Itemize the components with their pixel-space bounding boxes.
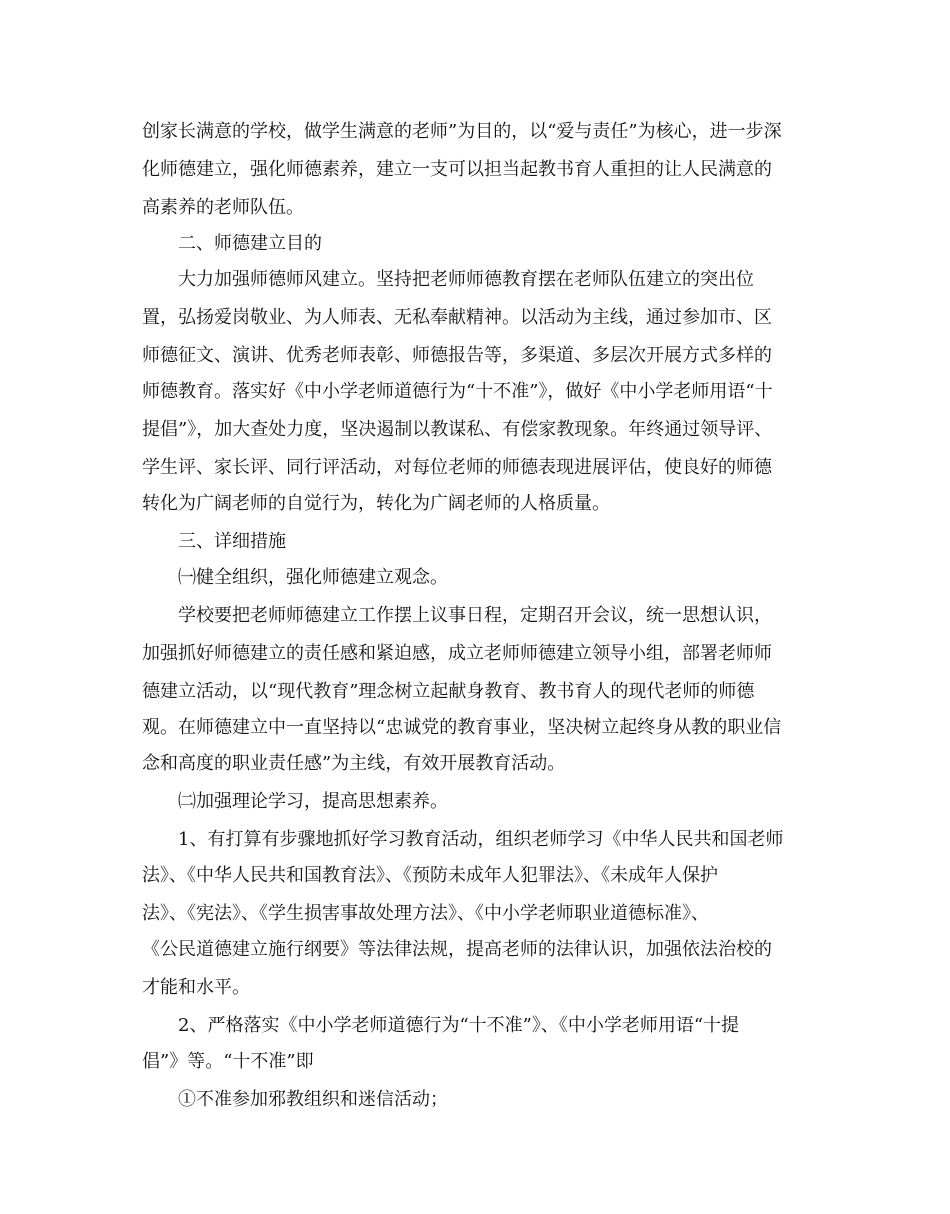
paragraph-line-26: 倡”》等。“十不准”即 xyxy=(142,1051,314,1072)
paragraph-line-9: 提倡”》，加大查处力度，坚决遏制以教谋私、有偿家教现象。年终通过领导评、 xyxy=(142,419,773,440)
section-heading-2: 二、师德建立目的 xyxy=(178,233,322,254)
paragraph-line-14: 学校要把老师师德建立工作摆上议事日程，定期召开会议，统一思想认识， xyxy=(178,605,772,626)
paragraph-line-3: 高素养的老师队伍。 xyxy=(142,197,304,218)
paragraph-line-1: 创家长满意的学校，做学生满意的老师”为目的，以“爱与责任”为核心，进一步深 xyxy=(142,121,782,142)
paragraph-line-16: 德建立活动，以“现代教育”理念树立起献身教育、教书育人的现代老师的师德 xyxy=(142,681,755,702)
paragraph-line-18: 念和高度的职业责任感”为主线，有效开展教育活动。 xyxy=(142,753,566,774)
paragraph-line-15: 加强抓好师德建立的责任感和紧迫感，成立老师师德建立领导小组，部署老师师 xyxy=(142,643,772,664)
section-heading-3: 三、详细措施 xyxy=(178,531,286,552)
paragraph-line-6: 置，弘扬爱岗敬业、为人师表、无私奉献精神。以活动为主线，通过参加市、区 xyxy=(142,307,772,328)
subsection-heading-2: ㈡加强理论学习，提高思想素养。 xyxy=(178,791,448,812)
paragraph-line-2: 化师德建立，强化师德素养，建立一支可以担当起教书育人重担的让人民满意的 xyxy=(142,159,772,180)
paragraph-line-17: 观。在师德建立中一直坚持以“忠诚党的教育事业，坚决树立起终身从教的职业信 xyxy=(142,717,782,738)
paragraph-line-11: 转化为广阔老师的自觉行为，转化为广阔老师的人格质量。 xyxy=(142,493,610,514)
subsection-heading-1: ㈠健全组织，强化师德建立观念。 xyxy=(178,567,448,588)
paragraph-line-21: 法》、《中华人民共和国教育法》、《预防未成年人犯罪法》、《未成年人保护 xyxy=(142,865,718,886)
paragraph-line-22: 法》、《宪法》、《学生损害事故处理方法》、《中小学老师职业道德标准》、 xyxy=(142,903,709,924)
paragraph-line-5: 大力加强师德师风建立。坚持把老师师德教育摆在老师队伍建立的突出位 xyxy=(178,269,754,290)
paragraph-line-23: 《公民道德建立施行纲要》等法律法规，提高老师的法律认识，加强依法治校的 xyxy=(142,939,772,960)
paragraph-line-20: 1、有打算有步骤地抓好学习教育活动，组织老师学习《中华人民共和国老师 xyxy=(178,829,784,850)
paragraph-line-10: 学生评、家长评、同行评活动，对每位老师的师德表现进展评估，使良好的师德 xyxy=(142,457,772,478)
list-item-1: ①不准参加邪教组织和迷信活动； xyxy=(178,1089,448,1110)
paragraph-line-8: 师德教育。落实好《中小学老师道德行为“十不准”》，做好《中小学老师用语“十 xyxy=(142,381,773,402)
paragraph-line-25: 2、严格落实《中小学老师道德行为“十不准”》、《中小学老师用语“十提 xyxy=(178,1015,740,1036)
paragraph-line-7: 师德征文、演讲、优秀老师表彰、师德报告等，多渠道、多层次开展方式多样的 xyxy=(142,345,772,366)
paragraph-line-24: 才能和水平。 xyxy=(142,977,250,998)
